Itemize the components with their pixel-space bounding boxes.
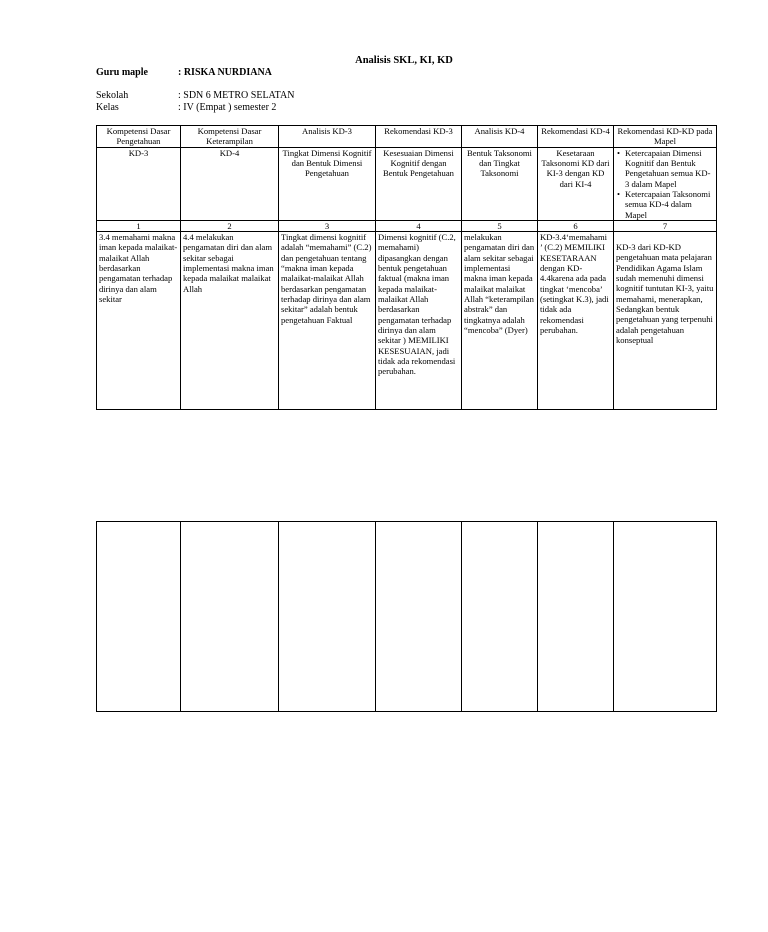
table-cell: KD-3.4‘memahami ’ (C.2) MEMILIKI KESETARAAN dengan KD-4.4karena ada pada tingkat ‘mencoba’ (setingkat K.3), jadi tidak ada rekomendasi perubahan.: [538, 232, 614, 410]
empty-cell: [538, 522, 614, 712]
table-subheader-row: [97, 147, 717, 220]
class-label: Kelas: [96, 102, 119, 113]
teacher-label: Guru maple: [96, 67, 148, 78]
empty-cell: [614, 522, 717, 712]
column-number: 1: [97, 220, 181, 231]
header-cell: Rekomendasi KD-KD pada Mapel: [614, 126, 717, 148]
table-cell: KD-3 dari KD-KD pengetahuan mata pelajaran Pendidikan Agama Islam sudah memenuhi dimensi kognitif tuntutan KI-3, yaitu memahami, menerapkan, Sedangkan bentuk pengetahuan yang terpenuhi adalah pengetahuan konseptual: [614, 232, 717, 410]
column-number: 5: [462, 220, 538, 231]
subheader-cell: Tingkat Dimensi Kognitif dan Bentuk Dimensi Pengetahuan: [279, 147, 376, 220]
column-number: 2: [181, 220, 279, 231]
column-number: 7: [614, 220, 717, 231]
analysis-table: [96, 125, 717, 410]
subheader-cell: KD-3: [97, 147, 181, 220]
class-value: : IV (Empat ) semester 2: [178, 102, 277, 113]
school-value: : SDN 6 METRO SELATAN: [178, 90, 295, 101]
bullet-icon: •: [617, 147, 621, 158]
bullet-list: [616, 148, 714, 220]
table-cell: 3.4 memahami makna iman kepada malaikat-malaikat Allah berdasarkan pengamatan terhadap dirinya dan alam sekitar: [97, 232, 181, 410]
table-number-row: [97, 220, 717, 231]
school-row: [96, 90, 294, 101]
teacher-row: [96, 67, 272, 78]
teacher-value: : RISKA NURDIANA: [178, 67, 272, 78]
header-cell: Kompetensi Dasar Pengetahuan: [97, 126, 181, 148]
subheader-cell-bullets: [614, 147, 717, 220]
empty-cell: [97, 522, 181, 712]
column-number: 3: [279, 220, 376, 231]
bullet-icon: •: [617, 188, 621, 199]
bullet-text: Ketercapaian Dimensi Kognitif dan Bentuk Pengetahuan semua KD-3 dalam Mapel: [625, 147, 711, 189]
empty-cell: [376, 522, 462, 712]
empty-table-row: [97, 522, 717, 712]
bullet-text: Ketercapaian Taksonomi semua KD-4 dalam Mapel: [625, 188, 711, 220]
header-cell: Rekomendasi KD-4: [538, 126, 614, 148]
table-cell: Tingkat dimensi kognitif adalah “memahami” (C.2) dan pengetahuan tentang “makna iman kepada malaikat-malaikat Allah berdasarkan pengamatan terhadap dirinya dan alam sekitar” adalah bentuk pengetahuan Faktual: [279, 232, 376, 410]
table-cell: 4.4 melakukan pengamatan diri dan alam sekitar sebagai implementasi makna iman kepada malaikat malaikat Allah: [181, 232, 279, 410]
document-title: Analisis SKL, KI, KD: [355, 55, 453, 66]
header-cell: Analisis KD-4: [462, 126, 538, 148]
column-number: 4: [376, 220, 462, 231]
empty-table: [96, 521, 717, 712]
table-header-row: [97, 126, 717, 148]
school-label: Sekolah: [96, 90, 129, 101]
subheader-cell: KD-4: [181, 147, 279, 220]
subheader-cell: Bentuk Taksonomi dan Tingkat Taksonomi: [462, 147, 538, 220]
class-row: [96, 102, 276, 113]
subheader-cell: Kesetaraan Taksonomi KD dari KI-3 dengan KD dari KI-4: [538, 147, 614, 220]
subheader-cell: Kesesuaian Dimensi Kognitif dengan Bentuk Pengetahuan: [376, 147, 462, 220]
empty-cell: [462, 522, 538, 712]
bullet-item: [617, 147, 714, 189]
bullet-item: [617, 188, 714, 220]
header-cell: Analisis KD-3: [279, 126, 376, 148]
table-cell: melakukan pengamatan diri dan alam sekitar sebagai implementasi makna iman kepada malaikat malaikat Allah “keterampilan abstrak” dan tingkatnya adalah “mencoba” (Dyer): [462, 232, 538, 410]
header-cell: Rekomendasi KD-3: [376, 126, 462, 148]
table-row: [97, 232, 717, 410]
empty-cell: [181, 522, 279, 712]
column-number: 6: [538, 220, 614, 231]
empty-cell: [279, 522, 376, 712]
table-cell: Dimensi kognitif (C.2, memahami) dipasangkan dengan bentuk pengetahuan faktual (makna iman kepada malaikat-malaikat Allah berdasarkan pengamatan terhadap dirinya dan alam sekitar ) MEMILIKI KESESUAIAN, jadi tidak ada rekomendasi perubahan.: [376, 232, 462, 410]
header-cell: Kompetensi Dasar Keterampilan: [181, 126, 279, 148]
